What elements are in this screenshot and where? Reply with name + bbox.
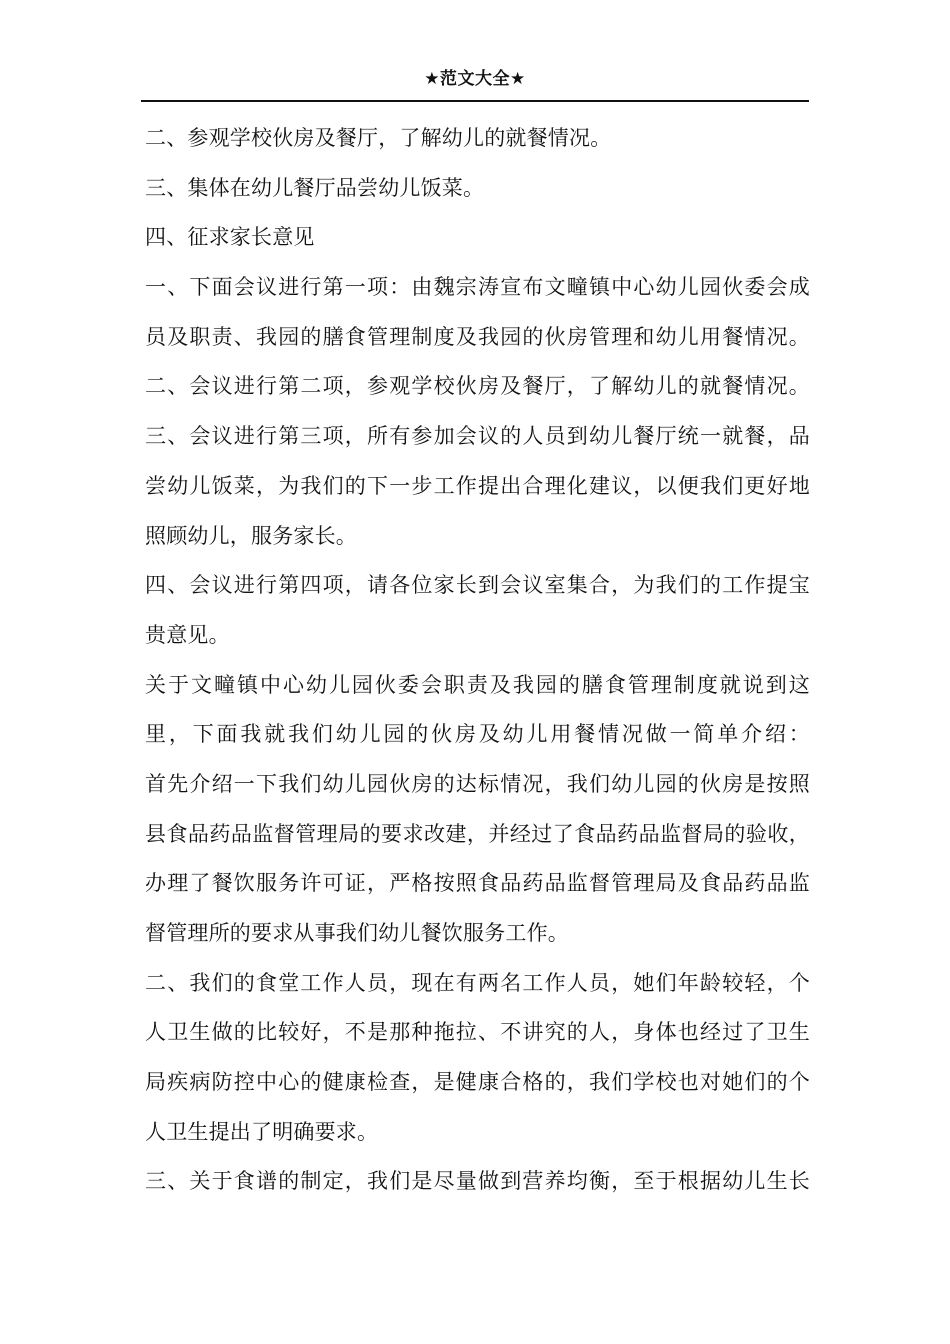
text-line: 员及职责、我园的膳食管理制度及我园的伙房管理和幼儿用餐情况。: [145, 324, 810, 349]
text-line: 人卫生做的比较好，不是那种拖拉、不讲究的人，身体也经过了卫生: [145, 1020, 810, 1045]
text-line: 三、集体在幼儿餐厅品尝幼儿饭菜。: [145, 175, 485, 200]
text-line: 一、下面会议进行第一项：由魏宗涛宣布文疃镇中心幼儿园伙委会成: [145, 275, 810, 300]
text-line: 关于文疃镇中心幼儿园伙委会职责及我园的膳食管理制度就说到这: [145, 672, 810, 697]
header-title: ★范文大全★: [424, 69, 526, 89]
text-line: 四、会议进行第四项，请各位家长到会议室集合，为我们的工作提宝: [145, 573, 810, 598]
text-line: 贵意见。: [145, 622, 230, 647]
document-body: [145, 114, 810, 1207]
text-line: 四、征求家长意见: [145, 225, 315, 250]
text-line: 照顾幼儿，服务家长。: [145, 523, 357, 548]
text-line: 二、会议进行第二项，参观学校伙房及餐厅，了解幼儿的就餐情况。: [145, 374, 810, 399]
text-line: 二、参观学校伙房及餐厅，了解幼儿的就餐情况。: [145, 126, 612, 150]
text-line: 办理了餐饮服务许可证，严格按照食品药品监督管理局及食品药品监: [145, 871, 810, 896]
text-line: 尝幼儿饭菜，为我们的下一步工作提出合理化建议，以便我们更好地: [145, 473, 810, 498]
text-line: 首先介绍一下我们幼儿园伙房的达标情况，我们幼儿园的伙房是按照: [145, 771, 810, 796]
text-line: 局疾病防控中心的健康检查，是健康合格的，我们学校也对她们的个: [145, 1070, 810, 1095]
text-line: 三、关于食谱的制定，我们是尽量做到营养均衡，至于根据幼儿生长: [145, 1169, 810, 1194]
text-line: 督管理所的要求从事我们幼儿餐饮服务工作。: [145, 921, 569, 945]
page-header: [141, 64, 809, 102]
text-line: 三、会议进行第三项，所有参加会议的人员到幼儿餐厅统一就餐，品: [145, 424, 810, 449]
text-line: 里，下面我就我们幼儿园的伙房及幼儿用餐情况做一简单介绍：: [145, 722, 810, 747]
text-line: 县食品药品监督管理局的要求改建，并经过了食品药品监督局的验收，: [145, 821, 810, 846]
text-line: 二、我们的食堂工作人员，现在有两名工作人员，她们年龄较轻，个: [145, 970, 810, 995]
text-line: 人卫生提出了明确要求。: [145, 1119, 379, 1144]
